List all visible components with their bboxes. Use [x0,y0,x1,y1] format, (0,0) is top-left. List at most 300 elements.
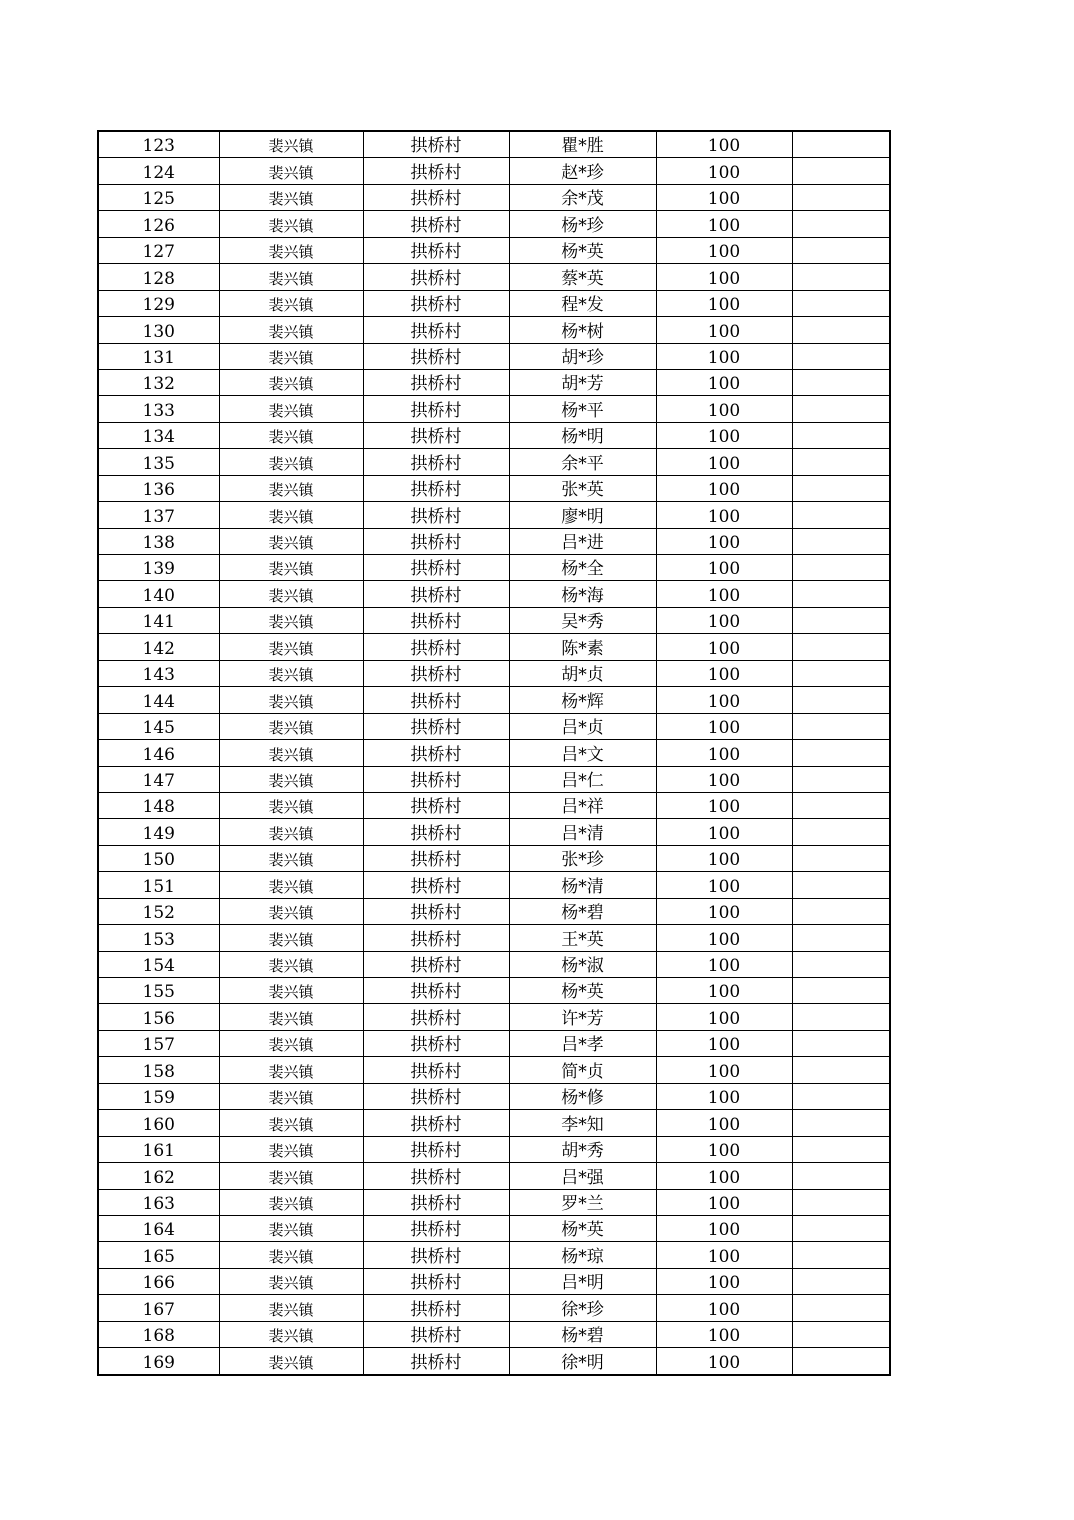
village-cell: 拱桥村 [363,211,509,237]
table-row [98,396,890,422]
village-cell: 拱桥村 [363,184,509,210]
remark-cell [792,343,890,369]
amount-cell: 100 [656,528,792,554]
roster-table [97,130,891,1376]
town-cell: 裴兴镇 [219,1163,363,1189]
amount-cell: 100 [656,607,792,633]
row-number-cell: 160 [98,1110,219,1136]
person-name-cell: 吕*祥 [509,792,656,818]
village-cell: 拱桥村 [363,264,509,290]
town-cell: 裴兴镇 [219,872,363,898]
table-row [98,1057,890,1083]
village-cell: 拱桥村 [363,1268,509,1294]
village-cell: 拱桥村 [363,343,509,369]
village-cell: 拱桥村 [363,449,509,475]
row-number-cell: 136 [98,475,219,501]
amount-cell: 100 [656,449,792,475]
village-cell: 拱桥村 [363,766,509,792]
town-cell: 裴兴镇 [219,792,363,818]
amount-cell: 100 [656,978,792,1004]
amount-cell: 100 [656,475,792,501]
town-cell: 裴兴镇 [219,1348,363,1375]
person-name-cell: 吴*秀 [509,607,656,633]
row-number-cell: 127 [98,237,219,263]
row-number-cell: 164 [98,1215,219,1241]
amount-cell: 100 [656,237,792,263]
row-number-cell: 138 [98,528,219,554]
table-row [98,422,890,448]
row-number-cell: 166 [98,1268,219,1294]
remark-cell [792,951,890,977]
remark-cell [792,925,890,951]
town-cell: 裴兴镇 [219,1321,363,1347]
row-number-cell: 158 [98,1057,219,1083]
person-name-cell: 胡*芳 [509,369,656,395]
village-cell: 拱桥村 [363,158,509,184]
town-cell: 裴兴镇 [219,740,363,766]
amount-cell: 100 [656,1004,792,1030]
remark-cell [792,264,890,290]
remark-cell [792,1110,890,1136]
amount-cell: 100 [656,264,792,290]
row-number-cell: 150 [98,845,219,871]
remark-cell [792,237,890,263]
row-number-cell: 151 [98,872,219,898]
amount-cell: 100 [656,396,792,422]
remark-cell [792,1163,890,1189]
table-row [98,502,890,528]
town-cell: 裴兴镇 [219,422,363,448]
row-number-cell: 153 [98,925,219,951]
row-number-cell: 123 [98,131,219,158]
village-cell: 拱桥村 [363,845,509,871]
row-number-cell: 169 [98,1348,219,1375]
table-row [98,555,890,581]
table-row [98,1004,890,1030]
row-number-cell: 134 [98,422,219,448]
row-number-cell: 167 [98,1295,219,1321]
table-row [98,449,890,475]
remark-cell [792,211,890,237]
village-cell: 拱桥村 [363,634,509,660]
remark-cell [792,1215,890,1241]
amount-cell: 100 [656,369,792,395]
remark-cell [792,1268,890,1294]
person-name-cell: 余*平 [509,449,656,475]
row-number-cell: 152 [98,898,219,924]
table-row [98,1295,890,1321]
person-name-cell: 瞿*胜 [509,131,656,158]
town-cell: 裴兴镇 [219,1057,363,1083]
table-row [98,845,890,871]
row-number-cell: 135 [98,449,219,475]
person-name-cell: 杨*碧 [509,898,656,924]
person-name-cell: 杨*淑 [509,951,656,977]
remark-cell [792,158,890,184]
town-cell: 裴兴镇 [219,634,363,660]
person-name-cell: 吕*强 [509,1163,656,1189]
person-name-cell: 杨*海 [509,581,656,607]
table-row [98,687,890,713]
remark-cell [792,740,890,766]
village-cell: 拱桥村 [363,1242,509,1268]
amount-cell: 100 [656,502,792,528]
amount-cell: 100 [656,1268,792,1294]
amount-cell: 100 [656,660,792,686]
table-row [98,1163,890,1189]
amount-cell: 100 [656,1083,792,1109]
row-number-cell: 133 [98,396,219,422]
village-cell: 拱桥村 [363,951,509,977]
table-row [98,766,890,792]
amount-cell: 100 [656,766,792,792]
row-number-cell: 168 [98,1321,219,1347]
village-cell: 拱桥村 [363,1215,509,1241]
town-cell: 裴兴镇 [219,184,363,210]
town-cell: 裴兴镇 [219,845,363,871]
person-name-cell: 杨*英 [509,1215,656,1241]
table-row [98,1242,890,1268]
person-name-cell: 杨*辉 [509,687,656,713]
town-cell: 裴兴镇 [219,449,363,475]
table-row [98,528,890,554]
person-name-cell: 李*知 [509,1110,656,1136]
remark-cell [792,1242,890,1268]
village-cell: 拱桥村 [363,502,509,528]
town-cell: 裴兴镇 [219,290,363,316]
town-cell: 裴兴镇 [219,819,363,845]
remark-cell [792,131,890,158]
town-cell: 裴兴镇 [219,131,363,158]
amount-cell: 100 [656,1110,792,1136]
amount-cell: 100 [656,951,792,977]
table-row [98,660,890,686]
table-row [98,184,890,210]
row-number-cell: 142 [98,634,219,660]
remark-cell [792,1136,890,1162]
village-cell: 拱桥村 [363,1348,509,1375]
row-number-cell: 162 [98,1163,219,1189]
remark-cell [792,898,890,924]
town-cell: 裴兴镇 [219,264,363,290]
amount-cell: 100 [656,422,792,448]
remark-cell [792,528,890,554]
person-name-cell: 杨*清 [509,872,656,898]
amount-cell: 100 [656,211,792,237]
town-cell: 裴兴镇 [219,369,363,395]
village-cell: 拱桥村 [363,1030,509,1056]
town-cell: 裴兴镇 [219,1268,363,1294]
table-row [98,1321,890,1347]
village-cell: 拱桥村 [363,740,509,766]
village-cell: 拱桥村 [363,713,509,739]
village-cell: 拱桥村 [363,1004,509,1030]
village-cell: 拱桥村 [363,1136,509,1162]
row-number-cell: 156 [98,1004,219,1030]
table-row [98,1110,890,1136]
person-name-cell: 杨*英 [509,237,656,263]
row-number-cell: 161 [98,1136,219,1162]
village-cell: 拱桥村 [363,396,509,422]
remark-cell [792,845,890,871]
row-number-cell: 124 [98,158,219,184]
amount-cell: 100 [656,713,792,739]
row-number-cell: 157 [98,1030,219,1056]
row-number-cell: 129 [98,290,219,316]
table-row [98,1136,890,1162]
person-name-cell: 王*英 [509,925,656,951]
row-number-cell: 144 [98,687,219,713]
person-name-cell: 吕*明 [509,1268,656,1294]
remark-cell [792,872,890,898]
person-name-cell: 杨*珍 [509,211,656,237]
village-cell: 拱桥村 [363,792,509,818]
row-number-cell: 148 [98,792,219,818]
amount-cell: 100 [656,1057,792,1083]
table-row [98,1268,890,1294]
person-name-cell: 陈*素 [509,634,656,660]
amount-cell: 100 [656,290,792,316]
village-cell: 拱桥村 [363,1083,509,1109]
amount-cell: 100 [656,687,792,713]
person-name-cell: 廖*明 [509,502,656,528]
village-cell: 拱桥村 [363,1321,509,1347]
amount-cell: 100 [656,131,792,158]
row-number-cell: 132 [98,369,219,395]
amount-cell: 100 [656,1030,792,1056]
town-cell: 裴兴镇 [219,475,363,501]
person-name-cell: 杨*明 [509,422,656,448]
person-name-cell: 胡*贞 [509,660,656,686]
remark-cell [792,422,890,448]
village-cell: 拱桥村 [363,369,509,395]
table-row [98,131,890,158]
person-name-cell: 吕*孝 [509,1030,656,1056]
person-name-cell: 吕*文 [509,740,656,766]
table-row [98,317,890,343]
row-number-cell: 146 [98,740,219,766]
table-row [98,951,890,977]
amount-cell: 100 [656,634,792,660]
town-cell: 裴兴镇 [219,343,363,369]
village-cell: 拱桥村 [363,872,509,898]
town-cell: 裴兴镇 [219,1295,363,1321]
amount-cell: 100 [656,1163,792,1189]
table-row [98,1189,890,1215]
town-cell: 裴兴镇 [219,978,363,1004]
town-cell: 裴兴镇 [219,925,363,951]
person-name-cell: 赵*珍 [509,158,656,184]
village-cell: 拱桥村 [363,290,509,316]
village-cell: 拱桥村 [363,528,509,554]
person-name-cell: 胡*秀 [509,1136,656,1162]
village-cell: 拱桥村 [363,131,509,158]
amount-cell: 100 [656,343,792,369]
row-number-cell: 149 [98,819,219,845]
table-row [98,792,890,818]
person-name-cell: 徐*珍 [509,1295,656,1321]
remark-cell [792,1189,890,1215]
village-cell: 拱桥村 [363,819,509,845]
table-row [98,1030,890,1056]
remark-cell [792,607,890,633]
amount-cell: 100 [656,740,792,766]
amount-cell: 100 [656,1215,792,1241]
person-name-cell: 简*贞 [509,1057,656,1083]
village-cell: 拱桥村 [363,475,509,501]
table-row [98,1348,890,1375]
table-row [98,264,890,290]
village-cell: 拱桥村 [363,1295,509,1321]
town-cell: 裴兴镇 [219,237,363,263]
person-name-cell: 吕*仁 [509,766,656,792]
remark-cell [792,1321,890,1347]
row-number-cell: 125 [98,184,219,210]
remark-cell [792,1030,890,1056]
remark-cell [792,819,890,845]
person-name-cell: 余*茂 [509,184,656,210]
remark-cell [792,317,890,343]
village-cell: 拱桥村 [363,898,509,924]
village-cell: 拱桥村 [363,607,509,633]
person-name-cell: 徐*明 [509,1348,656,1375]
person-name-cell: 杨*修 [509,1083,656,1109]
row-number-cell: 154 [98,951,219,977]
town-cell: 裴兴镇 [219,898,363,924]
table-row [98,343,890,369]
table-row [98,475,890,501]
town-cell: 裴兴镇 [219,581,363,607]
amount-cell: 100 [656,1321,792,1347]
remark-cell [792,634,890,660]
town-cell: 裴兴镇 [219,1189,363,1215]
town-cell: 裴兴镇 [219,687,363,713]
table-row [98,740,890,766]
village-cell: 拱桥村 [363,581,509,607]
town-cell: 裴兴镇 [219,1030,363,1056]
person-name-cell: 吕*贞 [509,713,656,739]
amount-cell: 100 [656,317,792,343]
table-row [98,158,890,184]
amount-cell: 100 [656,792,792,818]
table-row [98,978,890,1004]
amount-cell: 100 [656,158,792,184]
row-number-cell: 131 [98,343,219,369]
village-cell: 拱桥村 [363,1163,509,1189]
town-cell: 裴兴镇 [219,396,363,422]
row-number-cell: 130 [98,317,219,343]
town-cell: 裴兴镇 [219,1136,363,1162]
amount-cell: 100 [656,581,792,607]
remark-cell [792,792,890,818]
table-row [98,713,890,739]
town-cell: 裴兴镇 [219,660,363,686]
remark-cell [792,184,890,210]
remark-cell [792,502,890,528]
village-cell: 拱桥村 [363,1110,509,1136]
town-cell: 裴兴镇 [219,317,363,343]
person-name-cell: 杨*英 [509,978,656,1004]
village-cell: 拱桥村 [363,422,509,448]
row-number-cell: 143 [98,660,219,686]
village-cell: 拱桥村 [363,317,509,343]
table-row [98,634,890,660]
row-number-cell: 128 [98,264,219,290]
person-name-cell: 张*英 [509,475,656,501]
person-name-cell: 许*芳 [509,1004,656,1030]
amount-cell: 100 [656,555,792,581]
remark-cell [792,687,890,713]
amount-cell: 100 [656,1348,792,1375]
amount-cell: 100 [656,1242,792,1268]
village-cell: 拱桥村 [363,1057,509,1083]
table-row [98,898,890,924]
village-cell: 拱桥村 [363,1189,509,1215]
town-cell: 裴兴镇 [219,502,363,528]
row-number-cell: 147 [98,766,219,792]
remark-cell [792,581,890,607]
row-number-cell: 163 [98,1189,219,1215]
remark-cell [792,713,890,739]
row-number-cell: 159 [98,1083,219,1109]
table-row [98,925,890,951]
amount-cell: 100 [656,819,792,845]
table-row [98,819,890,845]
town-cell: 裴兴镇 [219,1004,363,1030]
remark-cell [792,290,890,316]
person-name-cell: 吕*清 [509,819,656,845]
remark-cell [792,978,890,1004]
remark-cell [792,475,890,501]
town-cell: 裴兴镇 [219,1215,363,1241]
town-cell: 裴兴镇 [219,1242,363,1268]
row-number-cell: 141 [98,607,219,633]
remark-cell [792,555,890,581]
row-number-cell: 165 [98,1242,219,1268]
person-name-cell: 张*珍 [509,845,656,871]
amount-cell: 100 [656,898,792,924]
remark-cell [792,660,890,686]
amount-cell: 100 [656,872,792,898]
amount-cell: 100 [656,1295,792,1321]
town-cell: 裴兴镇 [219,1083,363,1109]
remark-cell [792,1295,890,1321]
row-number-cell: 140 [98,581,219,607]
table-row [98,607,890,633]
table-row [98,581,890,607]
amount-cell: 100 [656,845,792,871]
remark-cell [792,449,890,475]
row-number-cell: 126 [98,211,219,237]
amount-cell: 100 [656,1189,792,1215]
town-cell: 裴兴镇 [219,528,363,554]
person-name-cell: 杨*琼 [509,1242,656,1268]
person-name-cell: 蔡*英 [509,264,656,290]
row-number-cell: 145 [98,713,219,739]
table-row [98,290,890,316]
remark-cell [792,396,890,422]
village-cell: 拱桥村 [363,660,509,686]
roster-table-body [98,131,890,1375]
remark-cell [792,1057,890,1083]
person-name-cell: 杨*平 [509,396,656,422]
document-sheet [97,130,889,1376]
town-cell: 裴兴镇 [219,951,363,977]
village-cell: 拱桥村 [363,687,509,713]
table-row [98,872,890,898]
amount-cell: 100 [656,1136,792,1162]
town-cell: 裴兴镇 [219,713,363,739]
